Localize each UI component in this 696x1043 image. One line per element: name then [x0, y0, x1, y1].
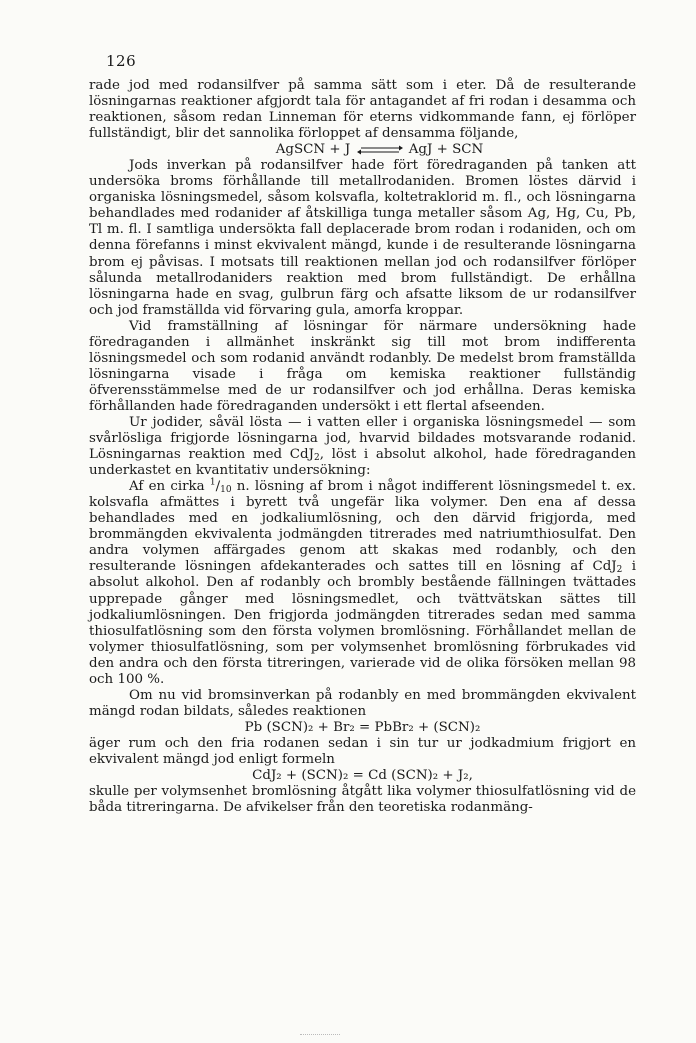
paragraph-4 [89, 415, 636, 479]
paragraph-4-part-a: Ur jodider, såväl lösta — i vatten eller i organiska lösningsmedel — som svårlösliga frigjorde lösningarna jod, hvarvid bildades motsvarande rodanid. Lösningarnas reaktion med CdJ [89, 414, 636, 463]
subscript-2: 2 [616, 565, 623, 576]
body-text [89, 78, 636, 816]
paragraph-2: Jods inverkan på rodansilfver hade fört föredraganden på tanken att undersöka broms förhållande till metallrodaniden. Bromen löstes därvid i organiska lösningsmedel, såsom kolsvafla, koltetraklorid m. fl., och lösningarna behandlades med rodanider af åtskilliga tunga metaller såsom Ag, Hg, Cu, Pb, Tl m. fl. I samtliga undersökta fall deplacerade brom rodan i rodaniden, och om denna förefanns i minst ekvivalent mängd, kunde i de resulterande lösningarna brom ej påvisas. I motsats till reaktionen mellan jod och rodansilfver förlöper sålunda metallrodaniders reaktion med brom fullständigt. De erhållna lösningarna hade en svag, gulbrun färg och afsatte liksom de ur rodansilfver och jod framställda vid förvaring gula, amorfa kroppar. [89, 158, 636, 318]
formula-left-side: AgSCN + J [275, 142, 351, 158]
formula-silver-thiocyanate-iodine [89, 142, 636, 158]
equilibrium-arrow-icon [357, 145, 403, 155]
paragraph-5-part-c: i absolut alkohol. Den af rodanbly och brombly bestående fällningen tvättades upprepade gånger med lösningsmedlet, och tvättvätskan sättes till jodkaliumlösningen. Den frigjorda jodmängden titrerades sedan med samma thiosulfatlösning som den första volymen bromlösning. Förhållandet mellan de volymer thiosulfatlösning, som per volymsenhet bromlösning förbrukades vid den andra och den första titreringen, varierade vid de olika försöken mellan 98 och 100 %. [89, 559, 636, 687]
fraction-numerator: 1 [209, 477, 216, 488]
page-number: 126 [106, 52, 137, 70]
paragraph-6: Om nu vid bromsinverkan på rodanbly en med brommängden ekvivalent mängd rodan bildats, således reaktionen [89, 687, 636, 719]
page-bottom-mark [300, 1034, 340, 1036]
fraction-denominator: 10 [220, 485, 232, 496]
subscript-2: 2 [313, 453, 320, 464]
paragraph-5-part-b: n. lösning af brom i något indifferent lösningsmedel t. ex. kolsvafla afmättes i byrett två ungefär lika volymer. Den ena af dessa behandlades med en jodkaliumlösning, och den därvid frigjorda, med brommängden ekvivalenta jodmängden titrerades med natriumthiosulfat. Den andra volymen affärgades genom att skakas med rodanbly, och den resulterande lösningen afdekanterades och sattes till en lösning af CdJ [89, 479, 636, 575]
formula-lead-thiocyanate-bromine: Pb (SCN)₂ + Br₂ = PbBr₂ + (SCN)₂ [244, 719, 481, 735]
paragraph-5-part-a: Af en cirka [129, 479, 210, 495]
paragraph-5: Af en cirka $^1/_{10}$ n. lösning af brom i något indifferent lösningsmedel t. ex. kolsvafla afmättes i byrett två ungefär lika volymer. Den ena af dessa behandlades med en jodkaliumlösning, och den därvid frigjorda, med brommängden ekvivalenta jodmängden titrerades med natriumthiosulfat. Den andra volymen affärgades genom att skakas med rodanbly, och den resulterande lösningen afdekanterades och sattes till en lösning af CdJ$_2$ i absolut alkohol. Den af rodanbly och brombly bestående fällningen tvättades upprepade gånger med lösningsmedlet, och tvättvätskan sättes till jodkaliumlösningen. Den frigjorda jodmängden titrerades sedan med samma thiosulfatlösning som den första volymen bromlösning. Förhållandet mellan de volymer thiosulfatlösning, som per volymsenhet bromlösning förbrukades vid den andra och den första titreringen, varierade vid de olika försöken mellan 98 och 100 %. [89, 477, 636, 687]
paragraph-4-part-b: , löst i absolut alkohol, hade föredraganden underkastet en kvantitativ undersökning: [89, 447, 637, 479]
paragraph-8: skulle per volymsenhet bromlösning åtgått lika volymer thiosulfatlösning vid de båda titreringarna. De afvikelser från den teoretiska rodanmäng- [89, 784, 636, 816]
formula-right-side: AgJ + SCN [408, 142, 484, 158]
paragraph-7: äger rum och den fria rodanen sedan i sin tur ur jodkadmium frigjort en ekvivalent mängd jod enligt formeln [89, 735, 636, 767]
paragraph-1: rade jod med rodansilfver på samma sätt som i eter. Då de resulterande lösningarnas reaktioner afgjordt tala för antagandet af fri rodan i desamma och reaktionen, såsom redan Linneman för eterns vidkommande fann, ej förlöper fullständigt, blir det sannolika förloppet af densamma följande, [89, 78, 636, 142]
formula-cadmium-iodide-thiocyanogen: CdJ₂ + (SCN)₂ = Cd (SCN)₂ + J₂, [252, 768, 473, 784]
paragraph-3: Vid framställning af lösningar för närmare undersökning hade föredraganden i allmänhet inskränkt sig till mot brom indifferenta lösningsmedel och som rodanid användt rodanbly. De medelst brom framställda lösningarna visade i fråga om kemiska reaktioner fullständig öfverensstämmelse med de ur rodansilfver och jod erhållna. Deras kemiska förhållanden hade föredraganden undersökt i ett flertal afseenden. [89, 318, 636, 414]
